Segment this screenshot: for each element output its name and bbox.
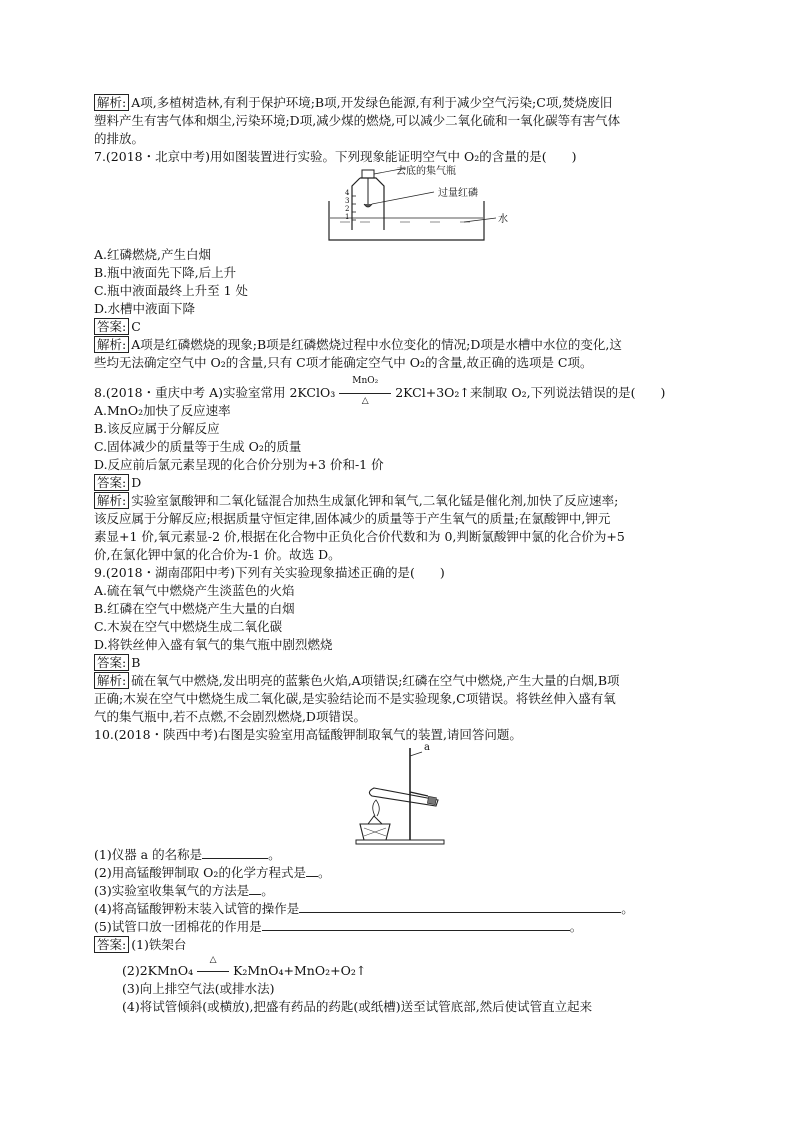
question-text: (5)试管口放一团棉花的作用是 xyxy=(94,919,262,934)
analysis-label: 解析: xyxy=(94,94,129,111)
figure-label: 过量红磷 xyxy=(438,188,478,199)
option: D.水槽中液面下降 xyxy=(94,301,196,316)
answer-value: C xyxy=(131,319,141,334)
answer-label: 答案: xyxy=(94,318,129,335)
figure-label-a: a xyxy=(424,742,430,753)
period: 。 xyxy=(261,883,274,898)
analysis-label: 解析: xyxy=(94,336,129,353)
option: D.反应前后氯元素呈现的化合价分别为+3 价和-1 价 xyxy=(94,457,384,472)
q10-sub4 xyxy=(94,900,700,918)
option: C.固体减少的质量等于生成 O₂的质量 xyxy=(94,439,302,454)
answer-text: (4)将试管倾斜(或横放),把盛有药品的药匙(或纸槽)送至试管底部,然后使试管直立起来 xyxy=(122,999,593,1014)
analysis-label: 解析: xyxy=(94,492,129,509)
scale-mark: 4 xyxy=(345,189,350,197)
analysis-text: 的排放。 xyxy=(94,131,145,146)
stem-text: 2KCl+3O₂↑来制取 O₂,下列说法错误的是( ) xyxy=(395,385,666,400)
answer-label: 答案: xyxy=(94,474,129,491)
option: A.MnO₂加快了反应速率 xyxy=(94,403,231,418)
q10-sub5 xyxy=(94,918,700,936)
analysis-label: 解析: xyxy=(94,672,129,689)
q6-analysis xyxy=(94,94,700,148)
figure-label: 水 xyxy=(498,214,508,225)
answer-value: D xyxy=(131,475,142,490)
answer-equation xyxy=(94,955,700,980)
analysis-text: 素显+1 价,氧元素显-2 价,根据在化合物中正负化合价代数和为 0,判断氯酸钾中氯的化合价为+5 xyxy=(94,529,625,544)
stem-text: 8.(2018・重庆中考 A)实验室常用 2KClO₃ xyxy=(94,385,336,400)
figure-label: 去底的集气瓶 xyxy=(396,166,456,177)
analysis-text: 些均无法确定空气中 O₂的含量,只有 C项才能确定空气中 O₂的含量,故正确的选项是 C项。 xyxy=(94,355,593,370)
analysis-text: 该反应属于分解反应;根据质量守恒定律,固体减少的质量等于产生氧气的质量;在氯酸钾中,钾元 xyxy=(94,511,611,526)
option: D.将铁丝伸入盛有氧气的集气瓶中剧烈燃烧 xyxy=(94,637,333,652)
analysis-text: 气的集气瓶中,若不点燃,不会剧烈燃烧,D项错误。 xyxy=(94,709,366,724)
period: 。 xyxy=(317,865,331,880)
catalyst-label: MnO₂ xyxy=(352,376,379,386)
answer-label: 答案: xyxy=(94,936,129,953)
oxygen-apparatus-diagram xyxy=(94,744,700,846)
q10-sub1 xyxy=(94,846,700,864)
document-page xyxy=(94,94,700,1016)
option: C.木炭在空气中燃烧生成二氧化碳 xyxy=(94,619,283,634)
heat-symbol: △ xyxy=(209,955,217,965)
answer-blank[interactable] xyxy=(299,900,621,913)
q10-stem: 10.(2018・陕西中考)右图是实验室用高锰酸钾制取氧气的装置,请回答问题。 xyxy=(94,727,522,742)
analysis-text: 实验室氯酸钾和二氧化锰混合加热生成氯化钾和氧气,二氧化锰是催化剂,加快了反应速率; xyxy=(131,493,619,508)
analysis-text: A项是红磷燃烧的现象;B项是红磷燃烧过程中水位变化的情况;D项是水槽中水位的变化,这 xyxy=(131,337,622,352)
option: A.硫在氧气中燃烧产生淡蓝色的火焰 xyxy=(94,583,295,598)
analysis-text: 正确;木炭在空气中燃烧生成二氧化碳,是实验结论而不是实验现象,C项错误。将铁丝伸入盛有氧 xyxy=(94,691,616,706)
analysis-text: 塑料产生有害气体和烟尘,污染环境;D项,减少煤的燃烧,可以减少二氧化硫和一氧化碳等有害气体 xyxy=(94,113,621,128)
q10-sub2 xyxy=(94,864,700,882)
option: C.瓶中液面最终上升至 1 处 xyxy=(94,283,248,298)
period: 。 xyxy=(621,901,634,916)
equation-text: (2)2KMnO₄ xyxy=(122,963,194,978)
answer-value: B xyxy=(131,655,141,670)
period: 。 xyxy=(569,919,583,934)
question-text: (2)用高锰酸钾制取 O₂的化学方程式是 xyxy=(94,865,306,880)
analysis-text: 价,在氯化钾中氯的化合价为-1 价。故选 D。 xyxy=(94,547,341,562)
option: B.该反应属于分解反应 xyxy=(94,421,220,436)
q10-sub3 xyxy=(94,882,700,900)
answer-text: (1)铁架台 xyxy=(131,937,187,952)
question-text: (3)实验室收集氧气的方法是 xyxy=(94,883,250,898)
period: 。 xyxy=(268,847,281,862)
answer-label: 答案: xyxy=(94,654,129,671)
q7-stem: 7.(2018・北京中考)用如图装置进行实验。下列现象能证明空气中 O₂的含量的是( ) xyxy=(94,149,577,164)
question-text: (1)仪器 a 的名称是 xyxy=(94,847,203,862)
answer-blank[interactable] xyxy=(306,864,318,877)
analysis-text: A项,多植树造林,有利于保护环境;B项,开发绿色能源,有利于减少空气污染;C项,焚烧废旧 xyxy=(131,95,613,110)
answer-text: (3)向上排空气法(或排水法) xyxy=(122,981,275,996)
q8-stem xyxy=(94,376,700,406)
scale-mark: 3 xyxy=(345,197,350,205)
reaction-arrow xyxy=(197,955,229,980)
reaction-arrow xyxy=(339,376,391,406)
equation-text: K₂MnO₄+MnO₂+O₂↑ xyxy=(233,963,367,978)
option: B.瓶中液面先下降,后上升 xyxy=(94,265,237,280)
bell-jar-apparatus-diagram xyxy=(94,166,700,246)
answer-blank[interactable] xyxy=(202,846,268,859)
question-text: (4)将高锰酸钾粉末装入试管的操作是 xyxy=(94,901,300,916)
q10-figure xyxy=(94,744,700,846)
scale-mark: 2 xyxy=(345,205,350,213)
q7-figure xyxy=(94,166,700,246)
answer-blank[interactable] xyxy=(262,918,570,931)
heat-symbol: △ xyxy=(361,396,369,406)
analysis-text: 硫在氧气中燃烧,发出明亮的蓝紫色火焰,A项错误;红磷在空气中燃烧,产生大量的白烟,B项 xyxy=(131,673,620,688)
option: B.红磷在空气中燃烧产生大量的白烟 xyxy=(94,601,295,616)
q9-stem: 9.(2018・湖南邵阳中考)下列有关实验现象描述正确的是( ) xyxy=(94,565,445,580)
answer-blank[interactable] xyxy=(249,882,261,895)
scale-mark: 1 xyxy=(345,213,350,221)
option: A.红磷燃烧,产生白烟 xyxy=(94,247,211,262)
